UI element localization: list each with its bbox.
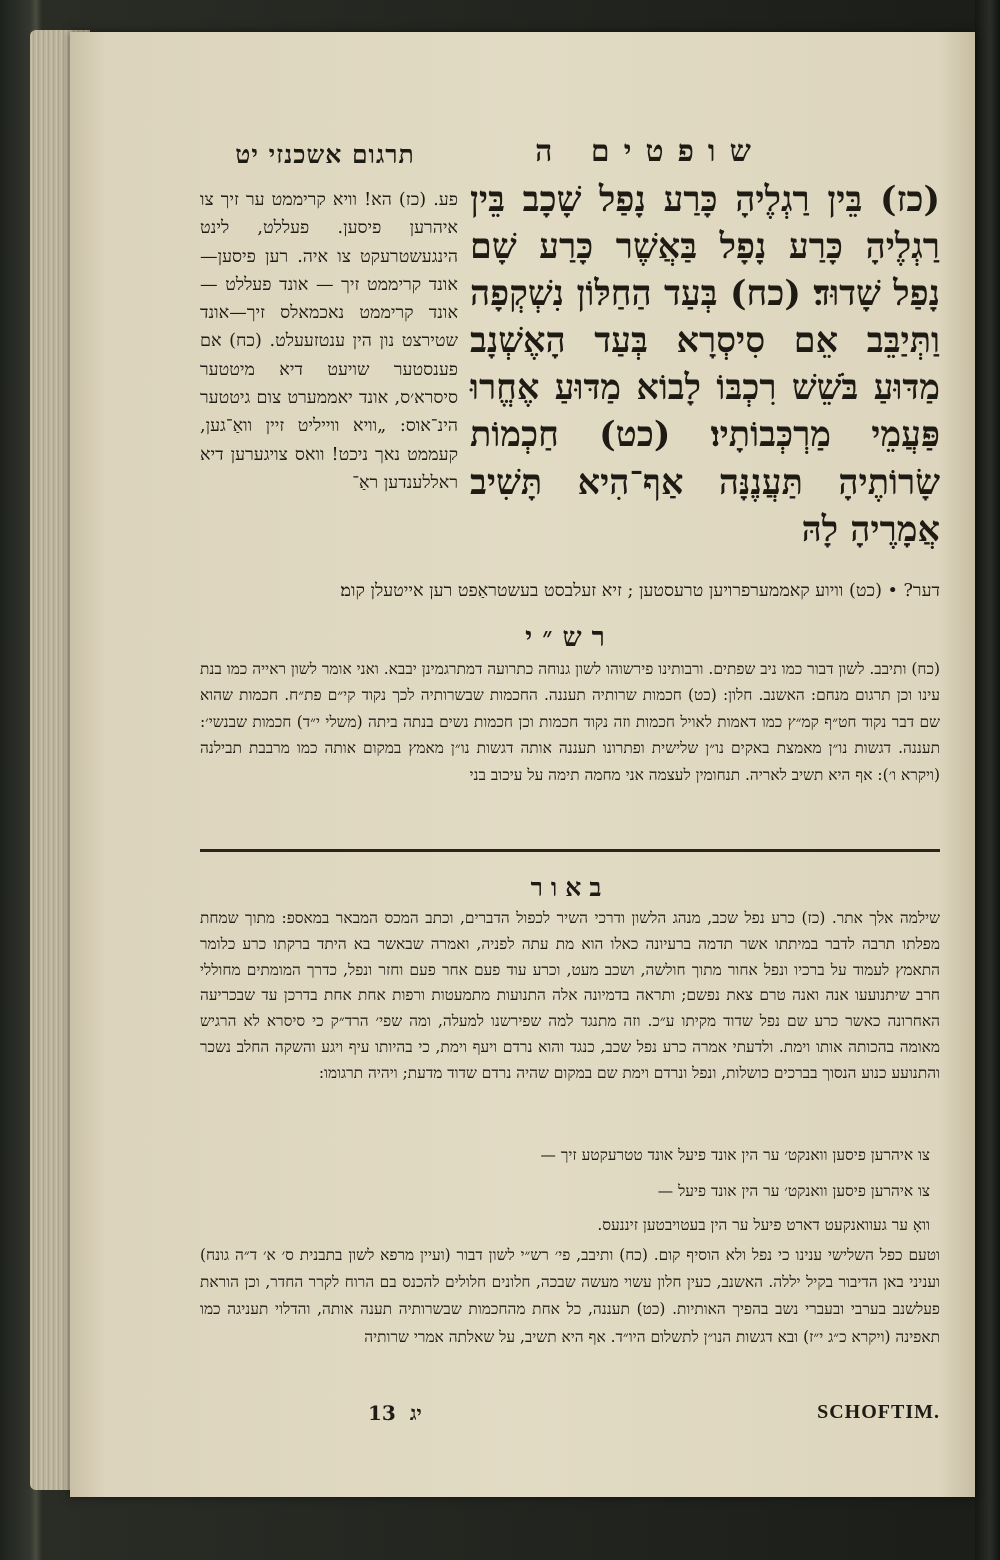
rashi-heading: רש״י: [525, 622, 615, 653]
beur-commentary: שילמה אלך אתר. (כז) כרע נפל שכב, מנהג הלשון ודרכי השיר לכפול הדברים, וכתב המכס המבאר במאספ: מתוך שמחת מפלתו תרבה לדבר במיתתו אשר תדמה ברעיונה כאלו הוא מת עתה לפניה, ואמרה שבאשר בא היתד ברקתו כרע כלומר התאמץ לעמוד על ברכיו ונפל אחור מתוך חולשה, ושכב מעט, וכרע עוד פעם אחר פעם וחזר ונפל, כדרך המומתים מחוללי חרב שיתנועעו אנה ואנה טרם צאת נפשם; ותראה בדמיונה אלה התנועות מתמעטות ורפות אחת אחת בדרכן עד שבכריעה האחרונה כאשר כרע שם נפל שדוד מקיתו ע״כ. וזה מתנגד למה שפירשנו למעלה, ומה שפי׳ הרד״ק כי סיסרא לא הרגיש מאומה בהכותה אותו וימת. ולדעתי אמרה כרע נפל שכב, כנגד והוא נרדם ויעף וימת, כי בהיותו עיף ויגע והשקה החלב נשכר והתנועע כנוע הנסוך בברכים כושלות, ונפל ונרדם וימת שם במקום שהיה נרדם שדוד מדעת; ויהיה תרגומו:: [200, 909, 940, 1082]
section-divider: [200, 849, 940, 852]
german-translation-column: פע. (כז) הא! וויא קריממט ער זיך צו איהרען פיסען. פעללט, לינט הינגעשטרעקט צו איה. רען פיסען—אונד קריממט זיך — אונד פעללט — אונד קריממט נאכמאלס זיך—אונד שטירצט נון הין ענטזעעלט. (כח) אם פענסטער שויעט דיא מיטטער סיסרא׳ס, אונד יאממערט צום גיטטער הינ־אוס: „וויא ווייליט זיין וואַ־גען, קעממט נאך ניכט! וואס צויגערען דיא ראללענדען ראַ־: [200, 190, 458, 493]
page-folio: [368, 1401, 568, 1426]
book-running-header: שופטים ה: [535, 134, 765, 169]
translation-line-2: צו איהרען פיסען וואנקט׳ ער הין אונד פיעל —: [657, 1182, 930, 1200]
biblical-text-column: (כז) בֵּין רַגְלֶיהָ כָּרַע נָפַל שָׁכָב בֵּין רַגְלֶיהָ כָּרַע נָפָל בַּאֲשֶׁר כָּרַע שָׁם נָפַל שָׁדוּד׃ (כח) בְּעַד הַחַלּוֹן נִשְׁקְפָה וַתְּיַבֵּב אֵם סִיסְרָא בְּעַד הָאֶשְׁנָב מַדּוּעַ בֹּשֵׁשׁ רִכְבּוֹ לָבוֹא מַדּוּעַ אֶחֱרוּ פַּעֲמֵי מַרְכְּבוֹתָיו׃ (כט) חַכְמוֹת שָׂרוֹתֶיהָ תַּעֲנֶנָּה אַף־הִיא תָּשִׁיב אֲמָרֶיהָ לָהּ: [470, 179, 940, 550]
book-title-footer: SCHOFTIM.: [817, 1401, 940, 1423]
beur-commentary-continued: וטעם כפל השלישי ענינו כי נפל ולא הוסיף קום. (כח) ותיבב, פי׳ רש״י לשון דבור (ועיין מרפא לשון בתבנית ס׳ א׳ ד״ה גונח) ועניני באן הדיבור בקיל יללה. האשנב, כעין חלון עשוי מעשה שבכה, חלונים חלולים להכנס בם הרוח לקרר החדר, וכן הוראת פעלשנב בערבי ובעברי נשב בהפיך האותיות. (כט) תעננה, כל אחת מהחכמות שבשרותיה תענה אותה, והדלוי תעניגה כמו תאפינה (ויקרא כ״ג י״ז) ובא דגשות הנו״ן לתשלום היו״ד. אף היא תשיב, על שאלתה אמרי שרותיה: [200, 1246, 940, 1346]
translation-continuation: דער? • (כט) וויוע קאממערפרויען טרעסטען ; זיא זעלבסט בעשטראַפט רען אייטעלן קומ׃: [340, 581, 940, 601]
page-number: 13: [368, 1401, 396, 1425]
translation-running-header: תרגום אשכנזי יט: [235, 140, 415, 169]
translation-line-1: צו איהרען פיסען וואנקט׳ ער הין אונד פיעל אונד טטרעקטע זיך —: [540, 1146, 930, 1164]
rashi-commentary: (כח) ותיבב. לשון דבור כמו ניב שפתים. ורבותינו פירשוהו לשון גנוחה כתרועה דמתרגמינן יבבא. ואני אומר לשון ראייה כמו בנת עינו וכן תרגום מנחם: האשנב. חלון: (כט) חכמות שרותיה תעננה. החכמות שבשרותיה לכך נקוד קי״ם פת״ח. חכמות שהוא שם דבר נקוד חט״ף קמ״ץ כמו דאמות לאויל חכמות וזה נקוד חכמות וכן חכמות נשים בנתה ביתה (משלי י״ד) חכמות שבנשי׳: תעננה. דגשות נו״ן מאמצת באקים נו״ן שלישית ופתרונו תעננה אותה דגשות נו״ן מאמץ במקום אותה כמו מרבבת תבילנה (ויקרא ו׳): אף היא תשיב לאריה. תנחומין לעצמה אני מחמה תימה על עיכוב בני: [200, 660, 940, 784]
beur-heading: באור: [530, 873, 610, 902]
hebrew-page-number: יג: [409, 1401, 422, 1425]
translation-line-3: וואָ ער געוואנקעט דארט פיעל ער הין בעטויבטען זיננעס.: [597, 1216, 930, 1234]
book-cover-edge: [975, 0, 1000, 1560]
